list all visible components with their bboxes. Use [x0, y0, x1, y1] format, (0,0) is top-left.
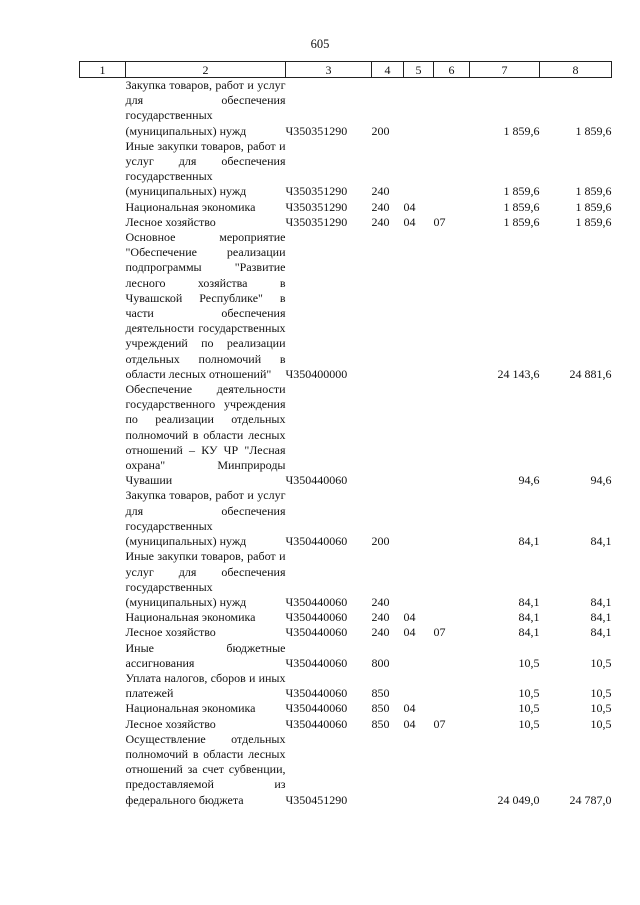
row-number-cell	[80, 701, 126, 716]
expense-type-cell: 850	[371, 686, 390, 701]
row-number-cell	[80, 641, 126, 671]
table-row	[80, 732, 612, 808]
amount-year2-cell: 24 787,0	[569, 792, 612, 807]
target-article-cell: Ч350351290	[285, 214, 348, 229]
amount-year1-cell: 10,5	[518, 716, 540, 731]
row-number-cell	[80, 610, 126, 625]
amount-year2-cell: 10,5	[590, 716, 612, 731]
item-name-cell: Национальная экономика	[125, 610, 256, 625]
amount-year1-cell: 10,5	[518, 701, 540, 716]
row-number-cell	[80, 488, 126, 549]
item-name-cell: Иные закупки товаров, работ и услуг для обеспечения государственных (муниципальных) нужд	[125, 549, 286, 609]
subsection-cell	[434, 200, 470, 215]
item-name-cell: Иные закупки товаров, работ и услуг для обеспечения государственных (муниципальных) нужд	[125, 138, 286, 199]
subsection-cell	[434, 382, 470, 488]
column-header-1: 1	[80, 62, 126, 78]
section-cell: 04	[403, 610, 416, 625]
amount-year2-cell: 10,5	[590, 701, 612, 716]
section-cell	[404, 671, 434, 701]
column-header-4: 4	[372, 62, 404, 78]
target-article-cell: Ч350351290	[285, 199, 348, 214]
subsection-cell	[434, 139, 470, 200]
section-cell	[404, 488, 434, 549]
target-article-cell: Ч350440060	[285, 610, 348, 625]
subsection-cell: 07	[433, 214, 446, 229]
amount-year2-cell: 84,1	[590, 534, 612, 549]
amount-year1-cell: 84,1	[518, 610, 540, 625]
target-article-cell: Ч350440060	[285, 594, 348, 609]
target-article-cell: Ч350440060	[285, 473, 348, 488]
amount-year2-cell: 1 859,6	[575, 199, 612, 214]
amount-year2-cell: 84,1	[590, 594, 612, 609]
expense-type-cell: 200	[371, 534, 390, 549]
table-row	[80, 215, 612, 230]
section-cell	[404, 78, 434, 139]
row-number-cell	[80, 200, 126, 215]
amount-year2-cell: 1 859,6	[575, 214, 612, 229]
amount-year2-cell: 10,5	[590, 655, 612, 670]
amount-year2-cell: 10,5	[590, 686, 612, 701]
item-name-cell: Лесное хозяйство	[125, 625, 216, 640]
section-cell: 04	[403, 199, 416, 214]
table-body	[80, 78, 612, 808]
target-article-cell: Ч350440060	[285, 625, 348, 640]
expense-type-cell: 800	[371, 655, 390, 670]
target-article-cell: Ч350400000	[285, 366, 348, 381]
subsection-cell	[434, 671, 470, 701]
amount-year1-cell: 84,1	[518, 594, 540, 609]
section-cell: 04	[403, 214, 416, 229]
row-number-cell	[80, 382, 126, 488]
target-article-cell: Ч350440060	[285, 701, 348, 716]
row-number-cell	[80, 549, 126, 610]
expense-type-cell: 240	[371, 625, 390, 640]
column-header-7: 7	[470, 62, 540, 78]
target-article-cell: Ч350440060	[285, 686, 348, 701]
expense-type-cell: 240	[371, 594, 390, 609]
subsection-cell	[434, 230, 470, 382]
subsection-cell	[434, 488, 470, 549]
section-cell	[404, 549, 434, 610]
budget-table	[79, 61, 612, 808]
section-cell: 04	[403, 625, 416, 640]
section-cell	[404, 382, 434, 488]
column-header-2: 2	[126, 62, 286, 78]
amount-year2-cell: 94,6	[590, 473, 612, 488]
column-header-5: 5	[404, 62, 434, 78]
amount-year2-cell: 24 881,6	[569, 366, 612, 381]
table-row	[80, 610, 612, 625]
amount-year2-cell: 84,1	[590, 625, 612, 640]
target-article-cell: Ч350440060	[285, 716, 348, 731]
table-row	[80, 717, 612, 732]
target-article-cell: Ч350440060	[285, 655, 348, 670]
section-cell: 04	[403, 716, 416, 731]
item-name-cell: Лесное хозяйство	[125, 716, 216, 731]
column-header-3: 3	[286, 62, 372, 78]
expense-type-cell	[372, 732, 404, 808]
table-row	[80, 671, 612, 701]
amount-year1-cell: 1 859,6	[503, 214, 540, 229]
amount-year1-cell: 1 859,6	[503, 199, 540, 214]
item-name-cell: Национальная экономика	[125, 701, 256, 716]
expense-type-cell: 850	[371, 701, 390, 716]
row-number-cell	[80, 671, 126, 701]
target-article-cell: Ч350451290	[285, 792, 348, 807]
subsection-cell	[434, 610, 470, 625]
item-name-cell: Основное мероприятие "Обеспечение реализации подпрограммы "Развитие лесного хозяйства в Чувашской Республике" в части обеспечения деятельности государственных учреждений по реализации отдельных полномочий в области лесных отношений"	[125, 230, 286, 381]
item-name-cell: Закупка товаров, работ и услуг для обеспечения государственных (муниципальных) нужд	[125, 78, 286, 138]
table-header-row	[80, 62, 612, 78]
table-row	[80, 641, 612, 671]
item-name-cell: Уплата налогов, сборов и иных платежей	[125, 670, 286, 701]
expense-type-cell: 240	[371, 610, 390, 625]
subsection-cell	[434, 78, 470, 139]
page-number: 605	[310, 37, 330, 51]
subsection-cell	[434, 701, 470, 716]
expense-type-cell	[372, 230, 404, 382]
amount-year1-cell: 1 859,6	[503, 123, 540, 138]
expense-type-cell	[372, 382, 404, 488]
table-row	[80, 78, 612, 139]
section-cell	[404, 732, 434, 808]
amount-year2-cell: 1 859,6	[575, 123, 612, 138]
section-cell	[404, 641, 434, 671]
subsection-cell: 07	[433, 625, 446, 640]
row-number-cell	[80, 717, 126, 732]
expense-type-cell: 240	[371, 199, 390, 214]
row-number-cell	[80, 732, 126, 808]
amount-year1-cell: 24 049,0	[497, 792, 540, 807]
item-name-cell: Иные бюджетные ассигнования	[125, 640, 286, 670]
amount-year1-cell: 24 143,6	[497, 366, 540, 381]
target-article-cell: Ч350351290	[285, 123, 348, 138]
table-row	[80, 488, 612, 549]
section-cell: 04	[403, 701, 416, 716]
expense-type-cell: 240	[371, 184, 390, 199]
amount-year1-cell: 10,5	[518, 686, 540, 701]
expense-type-cell: 850	[371, 716, 390, 731]
amount-year1-cell: 1 859,6	[503, 184, 540, 199]
target-article-cell: Ч350351290	[285, 184, 348, 199]
column-header-8: 8	[540, 62, 612, 78]
row-number-cell	[80, 215, 126, 230]
amount-year1-cell: 84,1	[518, 534, 540, 549]
table-row	[80, 382, 612, 488]
table-row	[80, 701, 612, 716]
table-row	[80, 230, 612, 382]
subsection-cell	[434, 641, 470, 671]
item-name-cell: Обеспечение деятельности государственного учреждения по реализации отдельных полномочий в области лесных отношений – КУ ЧР "Лесная охрана" Минприроды Чувашии	[125, 382, 286, 488]
subsection-cell	[434, 732, 470, 808]
amount-year1-cell: 84,1	[518, 625, 540, 640]
expense-type-cell: 200	[371, 123, 390, 138]
table-row	[80, 139, 612, 200]
amount-year2-cell: 84,1	[590, 610, 612, 625]
section-cell	[404, 139, 434, 200]
expense-type-cell: 240	[371, 214, 390, 229]
amount-year1-cell: 10,5	[518, 655, 540, 670]
table-row	[80, 625, 612, 640]
table-row	[80, 549, 612, 610]
item-name-cell: Лесное хозяйство	[125, 214, 216, 229]
item-name-cell: Осуществление отдельных полномочий в области лесных отношений за счет субвенции, предоставляемой из федерального бюджета	[125, 731, 286, 807]
item-name-cell: Национальная экономика	[125, 199, 256, 214]
amount-year2-cell: 1 859,6	[575, 184, 612, 199]
table-row	[80, 200, 612, 215]
column-header-6: 6	[434, 62, 470, 78]
subsection-cell	[434, 549, 470, 610]
amount-year1-cell: 94,6	[518, 473, 540, 488]
subsection-cell: 07	[433, 716, 446, 731]
item-name-cell: Закупка товаров, работ и услуг для обеспечения государственных (муниципальных) нужд	[125, 488, 286, 549]
row-number-cell	[80, 230, 126, 382]
row-number-cell	[80, 625, 126, 640]
target-article-cell: Ч350440060	[285, 534, 348, 549]
row-number-cell	[80, 139, 126, 200]
section-cell	[404, 230, 434, 382]
row-number-cell	[80, 78, 126, 139]
